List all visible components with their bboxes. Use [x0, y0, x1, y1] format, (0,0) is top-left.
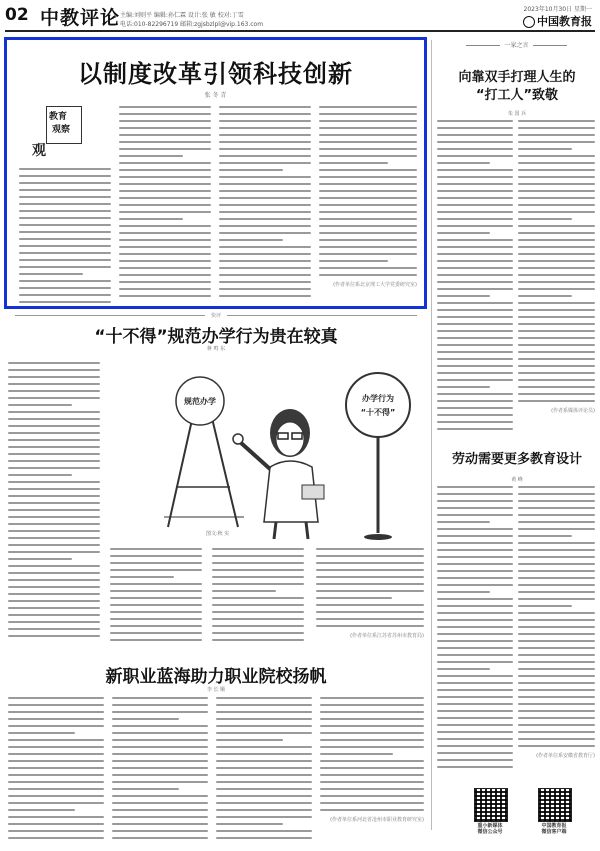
illustration-caption: 图文:秋 实	[206, 531, 230, 537]
paper-name: 中国教育报	[537, 15, 592, 28]
issue-date: 2023年10月30日 星期一	[523, 6, 592, 13]
featured-article-title: 以制度改革引领科技创新	[78, 60, 353, 88]
side-article-2-author: 黄 峰	[511, 477, 523, 483]
sign-label-line-1: 办学行为	[362, 394, 394, 403]
bottom-body-col-4	[320, 697, 424, 845]
badge-word-2: 观察	[52, 125, 71, 135]
side-article-1-body-col-2	[518, 120, 595, 432]
section-name: 中教评论	[40, 7, 121, 29]
middle-article-title[interactable]: “十不得”规范办学行为贵在较真	[94, 327, 338, 347]
middle-footnote: (作者单位系江苏省苏州市教育局)	[350, 633, 424, 639]
featured-body-col-2	[119, 106, 211, 303]
side-article-1-body-col-1	[437, 120, 513, 432]
featured-body-col-3	[219, 106, 311, 303]
qr-code-2-label-line-1: 中国教育报	[541, 823, 567, 829]
side-article-2-body-col-1	[437, 486, 513, 778]
paper-logo	[523, 13, 592, 29]
qr-code-1-label-line-2: 微信公众号	[477, 829, 503, 835]
bottom-body-col-1	[8, 697, 104, 845]
bottom-body-col-3	[216, 697, 312, 845]
masthead-info-line-1: 主编:刘则平 编辑:孙仁霖 设计:张 敏 校对:丁雪	[120, 12, 244, 19]
side-article-2-footnote: (作者单位系安徽省教育厅)	[536, 753, 595, 759]
featured-article[interactable]	[4, 37, 427, 309]
page-header	[0, 0, 600, 34]
bottom-article-author: 李 长 顺	[206, 687, 226, 693]
badge-word-3: 观	[32, 143, 46, 159]
qr-code-2[interactable]	[538, 788, 572, 822]
bottom-article-title[interactable]: 新职业蓝海助力职业院校扬帆	[105, 667, 327, 687]
featured-body-col-4	[319, 106, 417, 303]
side-article-1-title-line-1: 向靠双手打理人生的	[458, 70, 576, 85]
featured-article-author: 张 冬 青	[204, 92, 227, 99]
bottom-footnote: (作者单位系河北省沧州市职业教育研究室)	[330, 817, 424, 823]
side-article-2-body-col-2	[518, 486, 595, 778]
side-article-2-title: 劳动需要更多教育设计	[451, 452, 582, 467]
illustration	[140, 357, 432, 540]
featured-footnote: (作者单位系北京理工大学党委研究室)	[333, 282, 417, 288]
middle-body-col-2	[110, 548, 202, 648]
badge-word-1: 教育	[49, 112, 68, 122]
qr-code-1-label	[466, 823, 514, 835]
side-article-1-footnote: (作者系媒体评论员)	[551, 408, 595, 414]
middle-article-author: 蒋 鸣 东	[206, 346, 226, 352]
middle-body-col-3	[212, 548, 304, 648]
column-badge	[32, 106, 84, 166]
side-article-1-author: 朱 国 兵	[507, 111, 527, 117]
qr-code-1[interactable]	[474, 788, 508, 822]
qr-code-1-label-line-1: 重小新媒体	[477, 823, 503, 829]
masthead-info-line-2: 电话:010-82296719 邮箱:zgjsbzlpl@vip.163.com	[120, 21, 264, 28]
compass-label: 规范办学	[184, 397, 216, 406]
header-rule	[5, 30, 595, 32]
side-article-1-title-line-2: “打工人”致敬	[475, 88, 559, 103]
section-number: 02	[5, 5, 29, 25]
qr-code-2-label	[530, 823, 578, 835]
middle-section-label: 快评	[6, 312, 426, 319]
middle-body-col-1	[8, 362, 100, 647]
side-column-label: 一家之言	[438, 40, 595, 49]
qr-code-2-label-line-2: 微信客户端	[541, 829, 567, 835]
middle-body-col-4	[316, 548, 424, 648]
sign-label-line-2: “十不得”	[360, 408, 396, 417]
bottom-body-col-2	[112, 697, 208, 845]
teacher-figure-icon	[233, 409, 324, 539]
logo-ring-icon	[523, 16, 535, 28]
featured-body-col-1	[19, 168, 111, 303]
